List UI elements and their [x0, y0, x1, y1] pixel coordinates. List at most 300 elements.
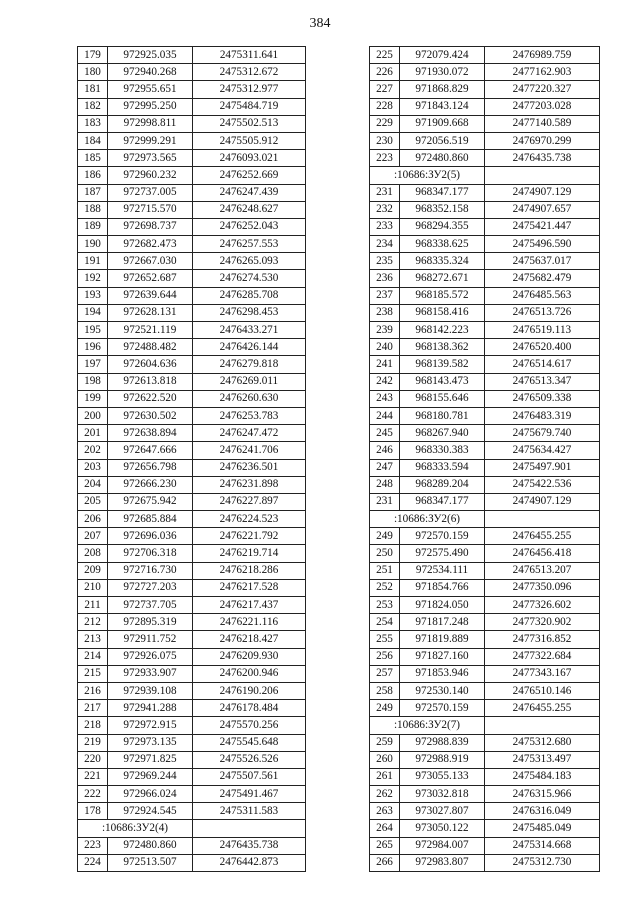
- y-coordinate-cell: 2475314.668: [485, 837, 600, 854]
- y-coordinate-cell: 2477220.327: [485, 81, 600, 98]
- x-coordinate-cell: 971827.160: [400, 648, 485, 665]
- point-number-cell: 226: [370, 64, 400, 81]
- y-coordinate-cell: 2477350.096: [485, 579, 600, 596]
- x-coordinate-cell: 973055.133: [400, 768, 485, 785]
- table-row: [370, 786, 600, 803]
- y-coordinate-cell: 2475312.730: [485, 854, 600, 871]
- point-number-cell: 236: [370, 270, 400, 287]
- y-coordinate-cell: 2476279.818: [193, 356, 306, 373]
- y-coordinate-cell: 2476217.528: [193, 579, 306, 596]
- table-row: [370, 682, 600, 699]
- table-row: [370, 597, 600, 614]
- point-number-cell: 246: [370, 442, 400, 459]
- point-number-cell: 203: [78, 459, 108, 476]
- point-number-cell: 249: [370, 528, 400, 545]
- point-number-cell: 179: [78, 47, 108, 64]
- point-number-cell: 206: [78, 511, 108, 528]
- table-row: [78, 648, 306, 665]
- x-coordinate-cell: 972666.230: [108, 476, 193, 493]
- table-row: [370, 184, 600, 201]
- table-row: [78, 786, 306, 803]
- table-row: [370, 322, 600, 339]
- point-number-cell: 223: [78, 837, 108, 854]
- table-row: [78, 717, 306, 734]
- y-coordinate-cell: 2475570.256: [193, 717, 306, 734]
- table-row: [78, 665, 306, 682]
- x-coordinate-cell: 972521.119: [108, 322, 193, 339]
- point-number-cell: 232: [370, 201, 400, 218]
- empty-cell: [193, 820, 306, 837]
- y-coordinate-cell: 2477343.167: [485, 665, 600, 682]
- y-coordinate-cell: 2475311.641: [193, 47, 306, 64]
- y-coordinate-cell: 2476218.286: [193, 562, 306, 579]
- point-number-cell: 207: [78, 528, 108, 545]
- table-row: [78, 459, 306, 476]
- y-coordinate-cell: 2476178.484: [193, 700, 306, 717]
- empty-cell: [485, 167, 600, 184]
- table-row: [370, 631, 600, 648]
- x-coordinate-cell: 972638.894: [108, 425, 193, 442]
- x-coordinate-cell: 972998.811: [108, 115, 193, 132]
- table-row: [370, 407, 600, 424]
- table-row: [78, 545, 306, 562]
- table-row: [78, 47, 306, 64]
- x-coordinate-cell: 968155.646: [400, 390, 485, 407]
- point-number-cell: 216: [78, 682, 108, 699]
- x-coordinate-cell: 972737.005: [108, 184, 193, 201]
- x-coordinate-cell: 971868.829: [400, 81, 485, 98]
- x-coordinate-cell: 972926.075: [108, 648, 193, 665]
- table-row: [78, 356, 306, 373]
- y-coordinate-cell: 2475634.427: [485, 442, 600, 459]
- x-coordinate-cell: 972628.131: [108, 304, 193, 321]
- table-row: [370, 253, 600, 270]
- x-coordinate-cell: 972488.482: [108, 339, 193, 356]
- y-coordinate-cell: 2476285.708: [193, 287, 306, 304]
- table-row: [370, 287, 600, 304]
- table-row: [370, 768, 600, 785]
- x-coordinate-cell: 972984.007: [400, 837, 485, 854]
- y-coordinate-cell: 2477316.852: [485, 631, 600, 648]
- y-coordinate-cell: 2476231.898: [193, 476, 306, 493]
- table-row: [78, 425, 306, 442]
- point-number-cell: 191: [78, 253, 108, 270]
- y-coordinate-cell: 2476455.255: [485, 528, 600, 545]
- table-row: [370, 373, 600, 390]
- point-number-cell: 213: [78, 631, 108, 648]
- point-number-cell: 197: [78, 356, 108, 373]
- point-number-cell: 250: [370, 545, 400, 562]
- x-coordinate-cell: 972530.140: [400, 682, 485, 699]
- table-row: [370, 304, 600, 321]
- table-row: [78, 322, 306, 339]
- point-number-cell: 247: [370, 459, 400, 476]
- point-number-cell: 249: [370, 700, 400, 717]
- point-number-cell: 239: [370, 322, 400, 339]
- y-coordinate-cell: 2476257.553: [193, 236, 306, 253]
- table-row: [78, 803, 306, 820]
- point-number-cell: 237: [370, 287, 400, 304]
- y-coordinate-cell: 2476513.347: [485, 373, 600, 390]
- x-coordinate-cell: 968333.594: [400, 459, 485, 476]
- table-row: [370, 150, 600, 167]
- table-row: [370, 820, 600, 837]
- table-row: [370, 545, 600, 562]
- table-row: [78, 682, 306, 699]
- y-coordinate-cell: 2474907.129: [485, 184, 600, 201]
- x-coordinate-cell: 971930.072: [400, 64, 485, 81]
- point-number-cell: 261: [370, 768, 400, 785]
- point-number-cell: 229: [370, 115, 400, 132]
- table-row: [78, 81, 306, 98]
- point-number-cell: 263: [370, 803, 400, 820]
- table-row: [78, 270, 306, 287]
- x-coordinate-cell: 972682.473: [108, 236, 193, 253]
- table-row: [78, 442, 306, 459]
- page-number: 384: [309, 16, 331, 31]
- x-coordinate-cell: 972999.291: [108, 132, 193, 149]
- point-number-cell: 215: [78, 665, 108, 682]
- x-coordinate-cell: 968272.671: [400, 270, 485, 287]
- x-coordinate-cell: 972924.545: [108, 803, 193, 820]
- y-coordinate-cell: 2476248.627: [193, 201, 306, 218]
- table-row: [78, 218, 306, 235]
- point-number-cell: 193: [78, 287, 108, 304]
- y-coordinate-cell: 2476509.338: [485, 390, 600, 407]
- point-number-cell: 266: [370, 854, 400, 871]
- table-row: [370, 493, 600, 510]
- y-coordinate-cell: 2476224.523: [193, 511, 306, 528]
- point-number-cell: 238: [370, 304, 400, 321]
- y-coordinate-cell: 2476200.946: [193, 665, 306, 682]
- point-number-cell: 198: [78, 373, 108, 390]
- y-coordinate-cell: 2475505.912: [193, 132, 306, 149]
- x-coordinate-cell: 972966.024: [108, 786, 193, 803]
- x-coordinate-cell: 972575.490: [400, 545, 485, 562]
- x-coordinate-cell: 972652.687: [108, 270, 193, 287]
- point-number-cell: 184: [78, 132, 108, 149]
- section-header: :10686:ЗУ2(6): [370, 511, 485, 528]
- point-number-cell: 258: [370, 682, 400, 699]
- point-number-cell: 222: [78, 786, 108, 803]
- x-coordinate-cell: 972630.502: [108, 407, 193, 424]
- y-coordinate-cell: 2476217.437: [193, 597, 306, 614]
- table-row: [78, 562, 306, 579]
- x-coordinate-cell: 968180.781: [400, 407, 485, 424]
- y-coordinate-cell: 2476989.759: [485, 47, 600, 64]
- x-coordinate-cell: 972911.752: [108, 631, 193, 648]
- point-number-cell: 245: [370, 425, 400, 442]
- y-coordinate-cell: 2475637.017: [485, 253, 600, 270]
- x-coordinate-cell: 972570.159: [400, 700, 485, 717]
- point-number-cell: 196: [78, 339, 108, 356]
- table-row: [78, 98, 306, 115]
- point-number-cell: 209: [78, 562, 108, 579]
- x-coordinate-cell: 972727.203: [108, 579, 193, 596]
- x-coordinate-cell: 972715.570: [108, 201, 193, 218]
- y-coordinate-cell: 2475496.590: [485, 236, 600, 253]
- y-coordinate-cell: 2476227.897: [193, 493, 306, 510]
- point-number-cell: 240: [370, 339, 400, 356]
- section-header-row: [78, 820, 306, 837]
- table-row: [370, 442, 600, 459]
- y-coordinate-cell: 2476519.113: [485, 322, 600, 339]
- y-coordinate-cell: 2474907.657: [485, 201, 600, 218]
- y-coordinate-cell: 2476265.093: [193, 253, 306, 270]
- point-number-cell: 182: [78, 98, 108, 115]
- table-row: [370, 115, 600, 132]
- y-coordinate-cell: 2474907.129: [485, 493, 600, 510]
- y-coordinate-cell: 2477320.902: [485, 614, 600, 631]
- x-coordinate-cell: 972955.651: [108, 81, 193, 98]
- point-number-cell: 192: [78, 270, 108, 287]
- table-row: [78, 373, 306, 390]
- x-coordinate-cell: 972534.111: [400, 562, 485, 579]
- x-coordinate-cell: 972685.884: [108, 511, 193, 528]
- point-number-cell: 212: [78, 614, 108, 631]
- x-coordinate-cell: 972988.839: [400, 734, 485, 751]
- x-coordinate-cell: 972639.644: [108, 287, 193, 304]
- y-coordinate-cell: 2476247.439: [193, 184, 306, 201]
- point-number-cell: 194: [78, 304, 108, 321]
- x-coordinate-cell: 968294.355: [400, 218, 485, 235]
- point-number-cell: 234: [370, 236, 400, 253]
- y-coordinate-cell: 2476209.930: [193, 648, 306, 665]
- point-number-cell: 219: [78, 734, 108, 751]
- y-coordinate-cell: 2476221.792: [193, 528, 306, 545]
- y-coordinate-cell: 2476219.714: [193, 545, 306, 562]
- point-number-cell: 214: [78, 648, 108, 665]
- table-row: [370, 390, 600, 407]
- table-row: [370, 579, 600, 596]
- point-number-cell: 195: [78, 322, 108, 339]
- x-coordinate-cell: 972675.942: [108, 493, 193, 510]
- point-number-cell: 251: [370, 562, 400, 579]
- table-row: [78, 476, 306, 493]
- y-coordinate-cell: 2475313.497: [485, 751, 600, 768]
- y-coordinate-cell: 2477203.028: [485, 98, 600, 115]
- table-row: [78, 768, 306, 785]
- y-coordinate-cell: 2477162.903: [485, 64, 600, 81]
- point-number-cell: 199: [78, 390, 108, 407]
- point-number-cell: 264: [370, 820, 400, 837]
- y-coordinate-cell: 2475311.583: [193, 803, 306, 820]
- table-row: [370, 64, 600, 81]
- table-row: [78, 614, 306, 631]
- table-row: [78, 597, 306, 614]
- y-coordinate-cell: 2475502.513: [193, 115, 306, 132]
- x-coordinate-cell: 968330.383: [400, 442, 485, 459]
- x-coordinate-cell: 972972.915: [108, 717, 193, 734]
- table-row: [370, 854, 600, 871]
- x-coordinate-cell: 972716.730: [108, 562, 193, 579]
- point-number-cell: 204: [78, 476, 108, 493]
- section-header: :10686:ЗУ2(7): [370, 717, 485, 734]
- x-coordinate-cell: 968289.204: [400, 476, 485, 493]
- y-coordinate-cell: 2476315.966: [485, 786, 600, 803]
- y-coordinate-cell: 2476433.271: [193, 322, 306, 339]
- y-coordinate-cell: 2476513.726: [485, 304, 600, 321]
- x-coordinate-cell: 968335.324: [400, 253, 485, 270]
- x-coordinate-cell: 972969.244: [108, 768, 193, 785]
- table-row: [370, 47, 600, 64]
- point-number-cell: 221: [78, 768, 108, 785]
- y-coordinate-cell: 2476485.563: [485, 287, 600, 304]
- table-row: [78, 528, 306, 545]
- y-coordinate-cell: 2476241.706: [193, 442, 306, 459]
- point-number-cell: 202: [78, 442, 108, 459]
- point-number-cell: 218: [78, 717, 108, 734]
- x-coordinate-cell: 968142.223: [400, 322, 485, 339]
- x-coordinate-cell: 972706.318: [108, 545, 193, 562]
- y-coordinate-cell: 2476274.530: [193, 270, 306, 287]
- x-coordinate-cell: 968338.625: [400, 236, 485, 253]
- table-row: [78, 64, 306, 81]
- table-row: [78, 390, 306, 407]
- point-number-cell: 211: [78, 597, 108, 614]
- table-row: [78, 407, 306, 424]
- x-coordinate-cell: 972941.288: [108, 700, 193, 717]
- point-number-cell: 255: [370, 631, 400, 648]
- section-header: :10686:ЗУ2(5): [370, 167, 485, 184]
- y-coordinate-cell: 2476456.418: [485, 545, 600, 562]
- y-coordinate-cell: 2476455.255: [485, 700, 600, 717]
- y-coordinate-cell: 2476221.116: [193, 614, 306, 631]
- x-coordinate-cell: 972613.818: [108, 373, 193, 390]
- y-coordinate-cell: 2476093.021: [193, 150, 306, 167]
- table-row: [370, 528, 600, 545]
- table-row: [370, 356, 600, 373]
- section-header: :10686:ЗУ2(4): [78, 820, 193, 837]
- table-row: [370, 734, 600, 751]
- point-number-cell: 231: [370, 184, 400, 201]
- table-row: [370, 218, 600, 235]
- y-coordinate-cell: 2476252.043: [193, 218, 306, 235]
- x-coordinate-cell: 972513.507: [108, 854, 193, 871]
- x-coordinate-cell: 972983.807: [400, 854, 485, 871]
- y-coordinate-cell: 2475312.977: [193, 81, 306, 98]
- point-number-cell: 205: [78, 493, 108, 510]
- x-coordinate-cell: 971854.766: [400, 579, 485, 596]
- x-coordinate-cell: 972647.666: [108, 442, 193, 459]
- x-coordinate-cell: 972480.860: [400, 150, 485, 167]
- table-row: [78, 184, 306, 201]
- section-header-row: [370, 717, 600, 734]
- table-row: [370, 476, 600, 493]
- y-coordinate-cell: 2476970.299: [485, 132, 600, 149]
- x-coordinate-cell: 972079.424: [400, 47, 485, 64]
- table-row: [78, 304, 306, 321]
- x-coordinate-cell: 972973.135: [108, 734, 193, 751]
- x-coordinate-cell: 971819.889: [400, 631, 485, 648]
- y-coordinate-cell: 2476252.669: [193, 167, 306, 184]
- empty-cell: [485, 717, 600, 734]
- table-row: [78, 115, 306, 132]
- section-header-row: [370, 511, 600, 528]
- x-coordinate-cell: 972604.636: [108, 356, 193, 373]
- y-coordinate-cell: 2475422.536: [485, 476, 600, 493]
- point-number-cell: 242: [370, 373, 400, 390]
- y-coordinate-cell: 2476435.738: [485, 150, 600, 167]
- y-coordinate-cell: 2477326.602: [485, 597, 600, 614]
- x-coordinate-cell: 968347.177: [400, 184, 485, 201]
- table-row: [370, 339, 600, 356]
- point-number-cell: 233: [370, 218, 400, 235]
- x-coordinate-cell: 972933.907: [108, 665, 193, 682]
- y-coordinate-cell: 2476253.783: [193, 407, 306, 424]
- table-row: [78, 734, 306, 751]
- point-number-cell: 257: [370, 665, 400, 682]
- point-number-cell: 189: [78, 218, 108, 235]
- table-row: [78, 339, 306, 356]
- y-coordinate-cell: 2476435.738: [193, 837, 306, 854]
- y-coordinate-cell: 2476298.453: [193, 304, 306, 321]
- y-coordinate-cell: 2475485.049: [485, 820, 600, 837]
- x-coordinate-cell: 972973.565: [108, 150, 193, 167]
- y-coordinate-cell: 2477322.684: [485, 648, 600, 665]
- point-number-cell: 181: [78, 81, 108, 98]
- point-number-cell: 201: [78, 425, 108, 442]
- x-coordinate-cell: 972895.319: [108, 614, 193, 631]
- point-number-cell: 231: [370, 493, 400, 510]
- point-number-cell: 256: [370, 648, 400, 665]
- x-coordinate-cell: 968347.177: [400, 493, 485, 510]
- table-row: [370, 700, 600, 717]
- table-row: [78, 631, 306, 648]
- x-coordinate-cell: 968185.572: [400, 287, 485, 304]
- y-coordinate-cell: 2475679.740: [485, 425, 600, 442]
- point-number-cell: 185: [78, 150, 108, 167]
- table-row: [370, 425, 600, 442]
- y-coordinate-cell: 2476236.501: [193, 459, 306, 476]
- table-row: [370, 751, 600, 768]
- point-number-cell: 241: [370, 356, 400, 373]
- table-row: [78, 253, 306, 270]
- coordinates-table-right: [369, 46, 600, 872]
- y-coordinate-cell: 2476316.049: [485, 803, 600, 820]
- y-coordinate-cell: 2476260.630: [193, 390, 306, 407]
- table-row: [78, 511, 306, 528]
- x-coordinate-cell: 971824.050: [400, 597, 485, 614]
- x-coordinate-cell: 973032.818: [400, 786, 485, 803]
- x-coordinate-cell: 968143.473: [400, 373, 485, 390]
- x-coordinate-cell: 968139.582: [400, 356, 485, 373]
- point-number-cell: 187: [78, 184, 108, 201]
- y-coordinate-cell: 2475507.561: [193, 768, 306, 785]
- x-coordinate-cell: 972698.737: [108, 218, 193, 235]
- table-row: [78, 837, 306, 854]
- x-coordinate-cell: 972480.860: [108, 837, 193, 854]
- table-row: [370, 837, 600, 854]
- point-number-cell: 227: [370, 81, 400, 98]
- table-row: [370, 201, 600, 218]
- point-number-cell: 262: [370, 786, 400, 803]
- y-coordinate-cell: 2475491.467: [193, 786, 306, 803]
- point-number-cell: 228: [370, 98, 400, 115]
- y-coordinate-cell: 2475484.719: [193, 98, 306, 115]
- point-number-cell: 180: [78, 64, 108, 81]
- x-coordinate-cell: 973027.807: [400, 803, 485, 820]
- y-coordinate-cell: 2475497.901: [485, 459, 600, 476]
- point-number-cell: 244: [370, 407, 400, 424]
- point-number-cell: 183: [78, 115, 108, 132]
- y-coordinate-cell: 2476513.207: [485, 562, 600, 579]
- point-number-cell: 217: [78, 700, 108, 717]
- y-coordinate-cell: 2475421.447: [485, 218, 600, 235]
- y-coordinate-cell: 2476483.319: [485, 407, 600, 424]
- table-row: [370, 665, 600, 682]
- point-number-cell: 260: [370, 751, 400, 768]
